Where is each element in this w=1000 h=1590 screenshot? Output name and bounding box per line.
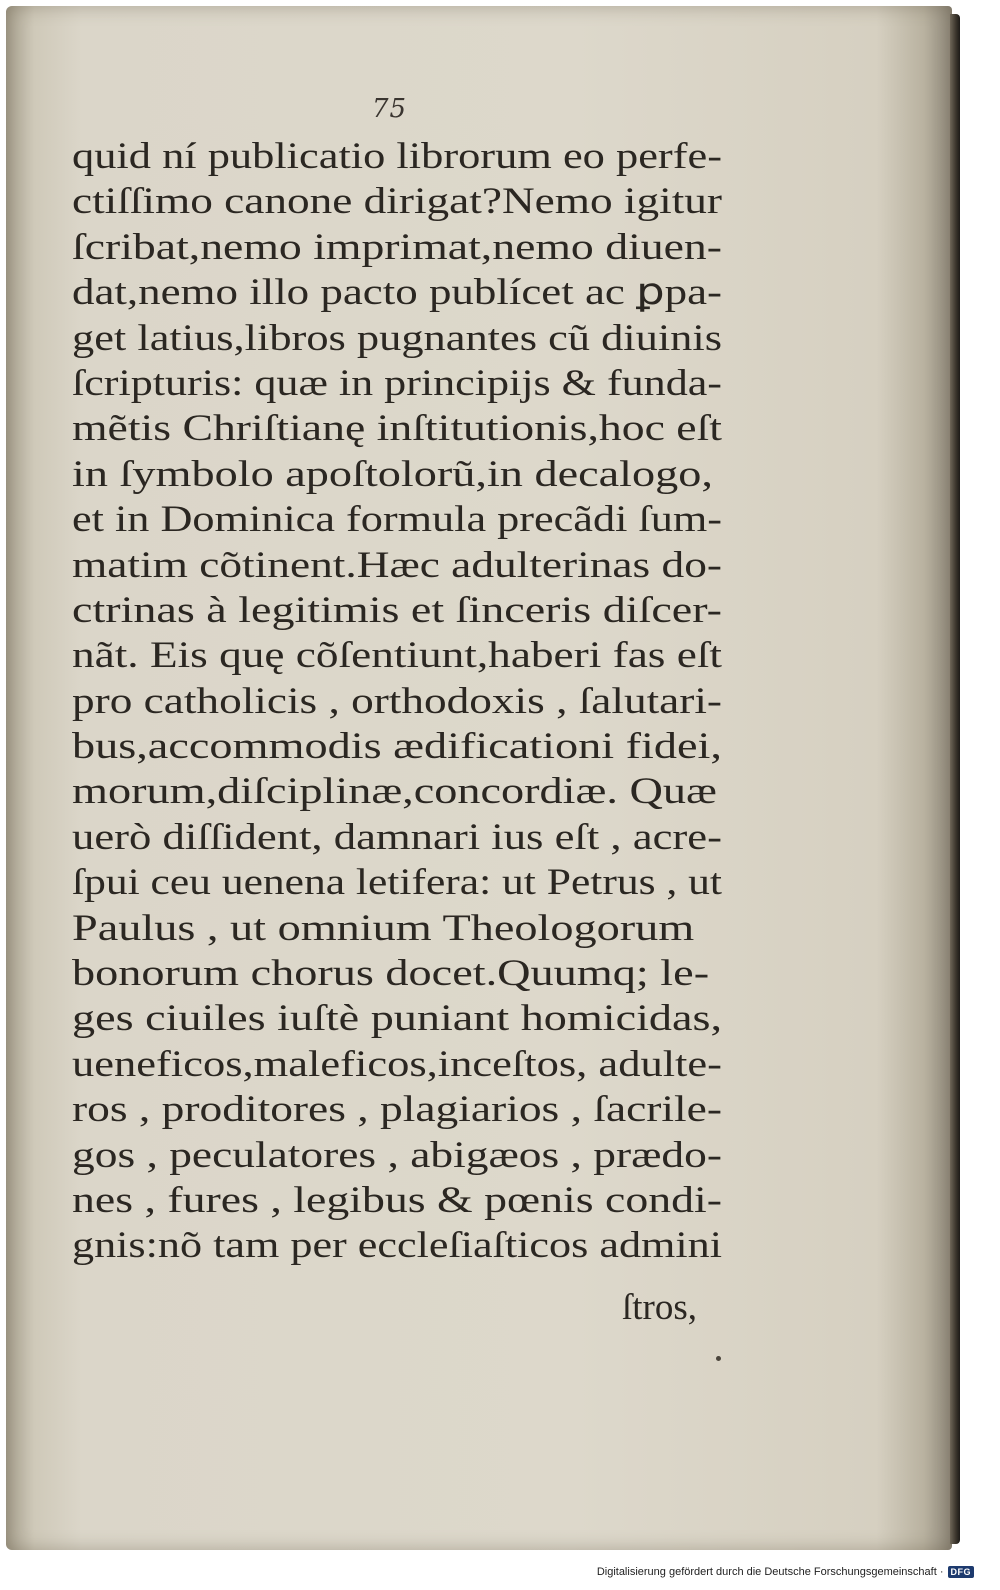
- text-line: mẽtis Chriſtianę inſtitutionis,hoc eſt: [72, 408, 722, 450]
- text-line: nãt. Eis quę cõſentiunt,haberi fas eſt: [72, 635, 722, 677]
- text-line: quid ní publicatio librorum eo perfe-: [72, 136, 722, 177]
- text-line: et in Dominica formula precãdi ſum-: [72, 499, 722, 541]
- text-line: ges ciuiles iuſtè puniant homicidas,: [72, 998, 722, 1040]
- text-line: ctrinas à legitimis et ſinceris diſcer-: [72, 589, 722, 631]
- text-line: ſcripturis: quæ in principijs & funda-: [72, 362, 722, 404]
- text-line: morum,diſciplinæ,concordiæ. Quæ: [72, 771, 717, 813]
- text-line: nes , fures , legibus & pœnis condi-: [72, 1179, 722, 1221]
- text-line: ros , proditores , plagiarios , ſacrile-: [72, 1089, 722, 1131]
- text-line: ſpui ceu uenena letifera: ut Petrus , ut: [72, 862, 722, 904]
- text-line: gos , peculatores , abigæos , prædo-: [72, 1134, 722, 1176]
- text-line: in ſymbolo apoſtolorũ,in decalogo,: [72, 453, 713, 495]
- text-line: gnis:nõ tam per eccleſiaſticos admini: [72, 1225, 722, 1267]
- text-line: dat,nemo illo pacto publícet ac ꝑpa-: [72, 272, 722, 314]
- text-line: uerò diſſident, damnari ius eſt , acre-: [72, 816, 722, 858]
- text-line: ſcribat,nemo imprimat,nemo diuen-: [72, 226, 722, 268]
- digitization-credit: [597, 1566, 974, 1578]
- dfg-logo-icon: DFG: [948, 1566, 975, 1578]
- text-line: get latius,libros pugnantes cũ diuinis: [72, 317, 722, 359]
- text-line: bus,accommodis ædificationi fidei,: [72, 726, 722, 768]
- ink-speck: [716, 1356, 721, 1361]
- page-edge-shadow: [950, 14, 960, 1544]
- text-line: ueneficos,maleficos,inceſtos, adulte-: [72, 1043, 722, 1085]
- page-number: 75: [372, 94, 408, 124]
- text-line: pro catholicis , orthodoxis , ſalutari-: [72, 680, 722, 722]
- text-line: bonorum chorus docet.Quumq; le-: [72, 953, 710, 995]
- text-line: matim cõtinent.Hæc adulterinas do-: [72, 544, 722, 586]
- credit-text: Digitalisierung gefördert durch die Deutsche Forschungsgemeinschaft ·: [596, 1566, 944, 1578]
- catchword: ſtros,: [622, 1287, 698, 1328]
- body-text: [72, 134, 722, 1269]
- text-line: Paulus , ut omnium Theologorum: [72, 907, 695, 949]
- text-line: ctiſſimo canone dirigat?Nemo igitur: [72, 181, 722, 223]
